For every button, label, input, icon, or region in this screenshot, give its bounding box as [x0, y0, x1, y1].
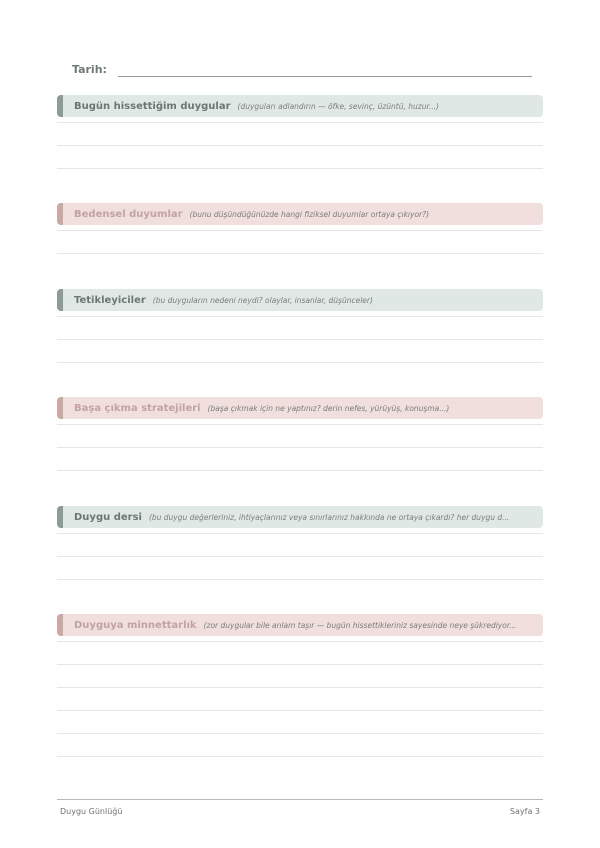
- section-header-gratitude: [57, 614, 543, 636]
- writing-line[interactable]: [57, 579, 543, 580]
- writing-line[interactable]: [57, 230, 543, 231]
- writing-line[interactable]: [57, 710, 543, 711]
- writing-line[interactable]: [57, 756, 543, 757]
- writing-line[interactable]: [57, 687, 543, 688]
- writing-line[interactable]: [57, 168, 543, 169]
- section-accent-bar: [57, 614, 63, 636]
- section-title: Bugün hissettiğim duygular: [74, 100, 231, 112]
- section-title: Tetikleyiciler: [74, 294, 146, 306]
- section-title: Bedensel duyumlar: [74, 208, 183, 220]
- section-accent-bar: [57, 203, 63, 225]
- footer-divider: [57, 799, 543, 800]
- writing-line[interactable]: [57, 424, 543, 425]
- section-hint: (bunu düşündüğünüzde hangi fiziksel duyumlar ortaya çıkıyor?): [189, 209, 430, 219]
- writing-line[interactable]: [57, 447, 543, 448]
- writing-line[interactable]: [57, 253, 543, 254]
- section-header-triggers: [57, 289, 543, 311]
- section-hint: (başa çıkmak için ne yaptınız? derin nefes, yürüyüş, konuşma...): [207, 403, 450, 413]
- section-accent-bar: [57, 95, 63, 117]
- date-input-line[interactable]: [118, 76, 532, 77]
- date-label: Tarih:: [72, 63, 107, 76]
- writing-line[interactable]: [57, 664, 543, 665]
- writing-line[interactable]: [57, 339, 543, 340]
- writing-line[interactable]: [57, 470, 543, 471]
- section-header-coping: [57, 397, 543, 419]
- date-row: [72, 62, 532, 82]
- section-header-body-sensations: [57, 203, 543, 225]
- footer-title: Duygu Günlüğü: [60, 807, 123, 816]
- writing-line[interactable]: [57, 641, 543, 642]
- section-hint: (bu duygu değerleriniz, ihtiyaçlarınız veya sınırlarınız hakkında ne ortaya çıkardı? her duygu d...: [148, 512, 510, 522]
- writing-line[interactable]: [57, 733, 543, 734]
- page-number: Sayfa 3: [509, 807, 540, 816]
- section-accent-bar: [57, 397, 63, 419]
- section-hint: (bu duyguların nedeni neydi? olaylar, insanlar, düşünceler): [152, 295, 373, 305]
- writing-line[interactable]: [57, 122, 543, 123]
- section-title: Başa çıkma stratejileri: [74, 402, 201, 414]
- writing-line[interactable]: [57, 316, 543, 317]
- section-hint: (duyguları adlandırın — öfke, sevinç, üzüntü, huzur...): [237, 101, 439, 111]
- writing-line[interactable]: [57, 556, 543, 557]
- writing-line[interactable]: [57, 362, 543, 363]
- section-title: Duygu dersi: [74, 511, 142, 523]
- section-header-feelings: [57, 95, 543, 117]
- section-hint: (zor duygular bile anlam taşır — bugün hissettikleriniz sayesinde neye şükrediyor...: [203, 620, 517, 630]
- section-title: Duyguya minnettarlık: [74, 619, 197, 631]
- section-accent-bar: [57, 289, 63, 311]
- section-header-lesson: [57, 506, 543, 528]
- writing-line[interactable]: [57, 533, 543, 534]
- section-accent-bar: [57, 506, 63, 528]
- writing-line[interactable]: [57, 145, 543, 146]
